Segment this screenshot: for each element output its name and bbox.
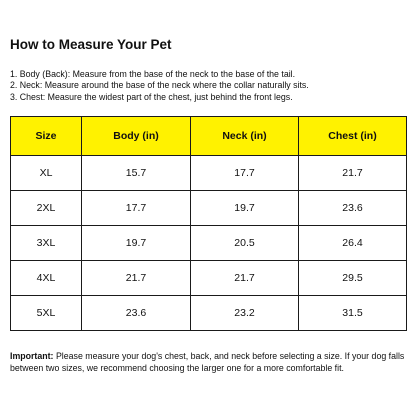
table-row <box>11 191 407 226</box>
table-row <box>11 156 407 191</box>
cell-size: XL <box>11 156 82 191</box>
cell-chest: 29.5 <box>299 261 407 296</box>
page-title: How to Measure Your Pet <box>10 37 172 52</box>
cell-body: 21.7 <box>82 261 191 296</box>
cell-neck: 21.7 <box>191 261 299 296</box>
cell-body: 15.7 <box>82 156 191 191</box>
cell-size: 2XL <box>11 191 82 226</box>
cell-neck: 19.7 <box>191 191 299 226</box>
cell-body: 19.7 <box>82 226 191 261</box>
header-body: Body (in) <box>82 117 191 156</box>
cell-neck: 23.2 <box>191 296 299 331</box>
table-row <box>11 226 407 261</box>
size-chart-table <box>10 116 407 331</box>
note-text: Please measure your dog's chest, back, and neck before selecting a size. If your dog falls between two sizes, we recommend choosing the larger one for a more comfortable fit. <box>10 351 405 373</box>
cell-chest: 21.7 <box>299 156 407 191</box>
cell-neck: 17.7 <box>191 156 299 191</box>
cell-body: 17.7 <box>82 191 191 226</box>
table-header-row <box>11 117 407 156</box>
header-neck: Neck (in) <box>191 117 299 156</box>
cell-chest: 23.6 <box>299 191 407 226</box>
header-chest: Chest (in) <box>299 117 407 156</box>
cell-size: 4XL <box>11 261 82 296</box>
note-label: Important: <box>10 351 54 361</box>
cell-chest: 31.5 <box>299 296 407 331</box>
step-neck: 2. Neck: Measure around the base of the neck where the collar naturally sits. <box>10 80 309 91</box>
cell-body: 23.6 <box>82 296 191 331</box>
table-row <box>11 296 407 331</box>
cell-chest: 26.4 <box>299 226 407 261</box>
step-chest: 3. Chest: Measure the widest part of the chest, just behind the front legs. <box>10 91 293 102</box>
measurement-steps <box>10 69 309 103</box>
size-guide-page <box>10 0 406 416</box>
cell-size: 5XL <box>11 296 82 331</box>
header-size: Size <box>11 117 82 156</box>
cell-neck: 20.5 <box>191 226 299 261</box>
cell-size: 3XL <box>11 226 82 261</box>
important-note <box>10 351 406 374</box>
table-row <box>11 261 407 296</box>
step-body: 1. Body (Back): Measure from the base of the neck to the base of the tail. <box>10 69 296 79</box>
